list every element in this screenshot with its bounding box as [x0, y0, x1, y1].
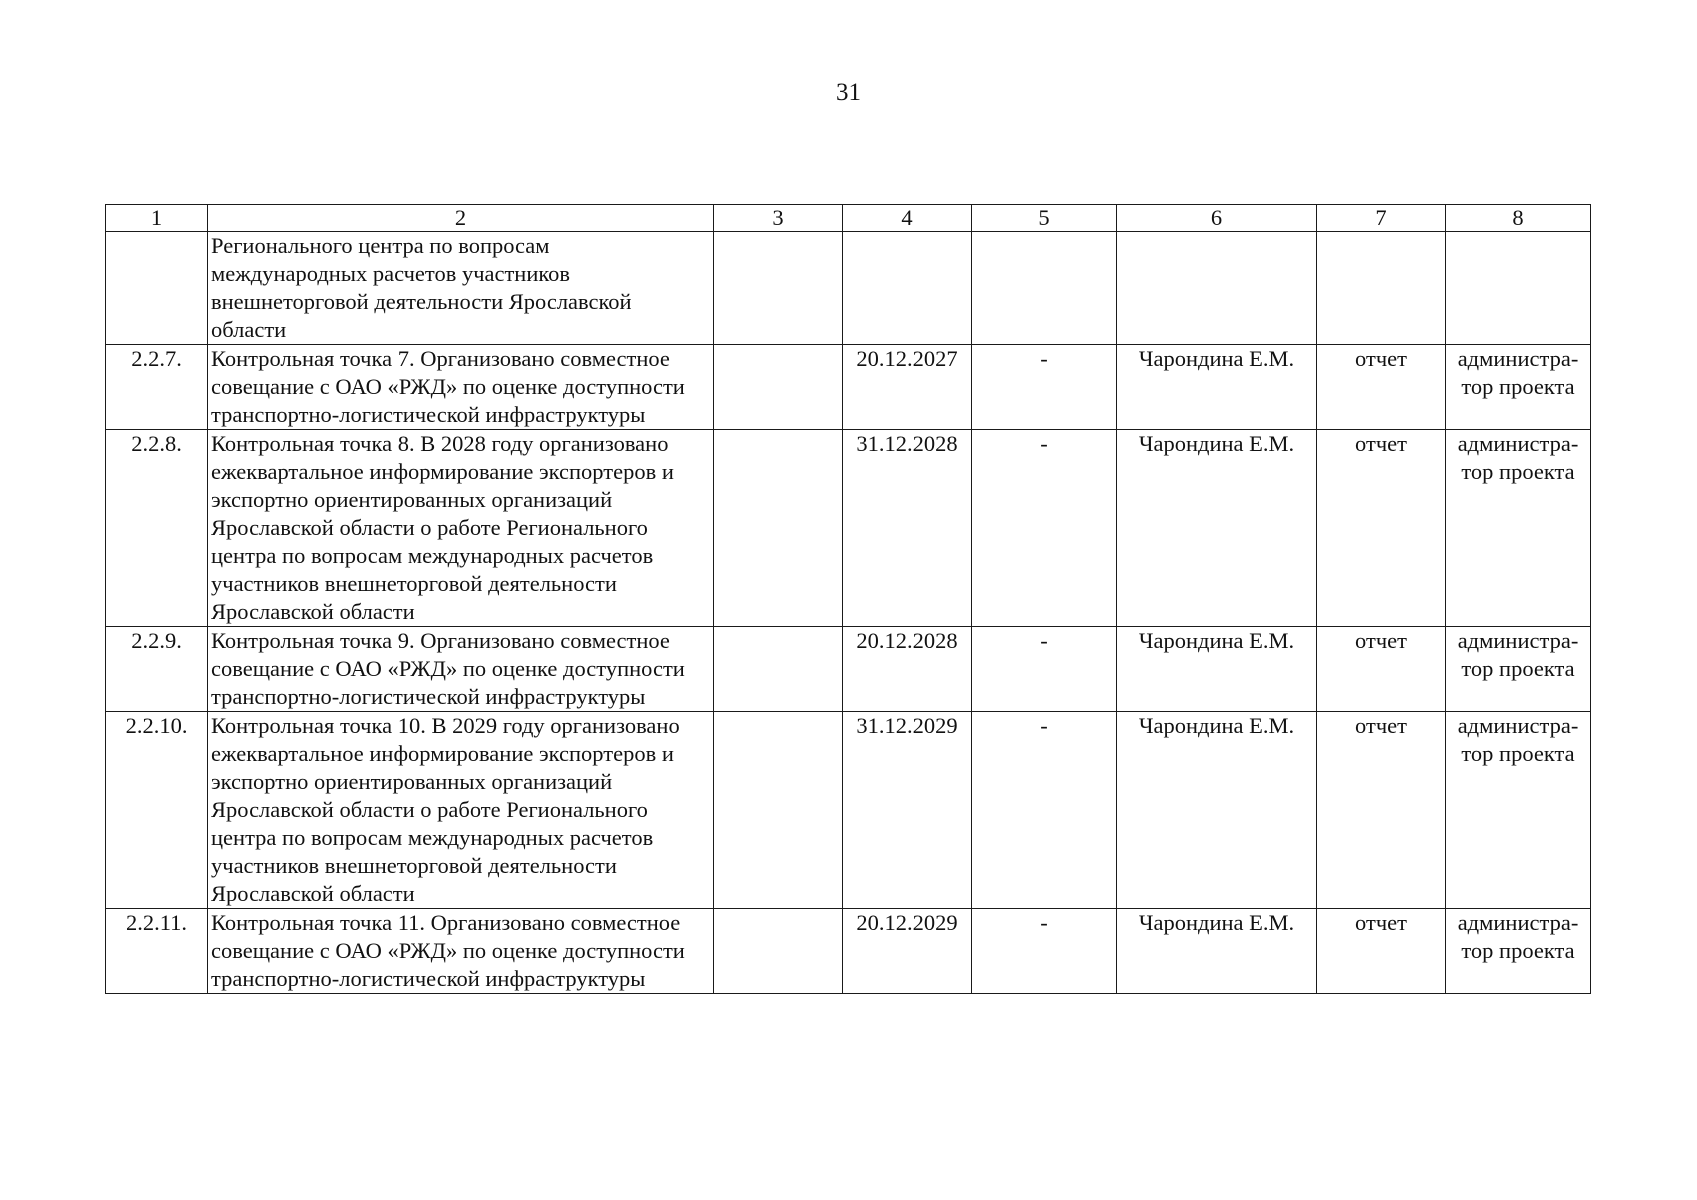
column-header: 6 [1117, 205, 1317, 232]
item-number-cell: 2.2.10. [106, 712, 208, 909]
table-row [106, 627, 1591, 712]
responsible-person-cell: Чарондина Е.М. [1117, 909, 1317, 994]
item-description-cell: Контрольная точка 7. Организовано совместное совещание с ОАО «РЖД» по оценке доступности транспортно-логистической инфраструктуры [208, 345, 714, 430]
column-header: 1 [106, 205, 208, 232]
item-number-cell: 2.2.9. [106, 627, 208, 712]
item-number-cell: 2.2.7. [106, 345, 208, 430]
column-header: 8 [1446, 205, 1591, 232]
item-description-cell: Контрольная точка 10. В 2029 году организовано ежеквартальное информирование экспортеров и экспортно ориентированных организаций Ярославской области о работе Регионального центра по вопросам международных расчетов участников внешнеторговой деятельности Ярославской области [208, 712, 714, 909]
table-row [106, 345, 1591, 430]
dash-cell: - [972, 627, 1117, 712]
role-cell: администра-тор проекта [1446, 712, 1591, 909]
dash-cell: - [972, 712, 1117, 909]
column-header: 3 [714, 205, 843, 232]
responsible-person-cell: Чарондина Е.М. [1117, 627, 1317, 712]
table-header-row [106, 205, 1591, 232]
item-number-cell: 2.2.8. [106, 430, 208, 627]
dash-cell [972, 232, 1117, 345]
checkpoint-table [105, 204, 1591, 994]
role-cell: администра-тор проекта [1446, 627, 1591, 712]
column-3-cell [714, 627, 843, 712]
dash-cell: - [972, 345, 1117, 430]
document-type-cell [1317, 232, 1446, 345]
document-type-cell: отчет [1317, 430, 1446, 627]
column-3-cell [714, 909, 843, 994]
responsible-person-cell [1117, 232, 1317, 345]
role-cell [1446, 232, 1591, 345]
table-row [106, 712, 1591, 909]
item-description-cell: Контрольная точка 8. В 2028 году организовано ежеквартальное информирование экспортеров и экспортно ориентированных организаций Ярославской области о работе Регионального центра по вопросам международных расчетов участников внешнеторговой деятельности Ярославской области [208, 430, 714, 627]
column-header: 2 [208, 205, 714, 232]
item-description-cell: Контрольная точка 11. Организовано совместное совещание с ОАО «РЖД» по оценке доступности транспортно-логистической инфраструктуры [208, 909, 714, 994]
table-row [106, 430, 1591, 627]
date-cell: 31.12.2029 [843, 712, 972, 909]
table-row [106, 909, 1591, 994]
column-3-cell [714, 430, 843, 627]
date-cell: 20.12.2027 [843, 345, 972, 430]
item-number-cell [106, 232, 208, 345]
dash-cell: - [972, 909, 1117, 994]
responsible-person-cell: Чарондина Е.М. [1117, 345, 1317, 430]
dash-cell: - [972, 430, 1117, 627]
document-type-cell: отчет [1317, 627, 1446, 712]
responsible-person-cell: Чарондина Е.М. [1117, 712, 1317, 909]
date-cell: 20.12.2028 [843, 627, 972, 712]
role-cell: администра-тор проекта [1446, 909, 1591, 994]
column-3-cell [714, 712, 843, 909]
column-header: 4 [843, 205, 972, 232]
role-cell: администра-тор проекта [1446, 430, 1591, 627]
column-header: 5 [972, 205, 1117, 232]
column-3-cell [714, 345, 843, 430]
table-row [106, 232, 1591, 345]
document-type-cell: отчет [1317, 909, 1446, 994]
responsible-person-cell: Чарондина Е.М. [1117, 430, 1317, 627]
document-type-cell: отчет [1317, 712, 1446, 909]
page-number: 31 [836, 79, 861, 106]
date-cell: 20.12.2029 [843, 909, 972, 994]
item-description-cell: Регионального центра по вопросам международных расчетов участников внешнеторговой деятельности Ярославской области [208, 232, 714, 345]
item-description-cell: Контрольная точка 9. Организовано совместное совещание с ОАО «РЖД» по оценке доступности транспортно-логистической инфраструктуры [208, 627, 714, 712]
column-header: 7 [1317, 205, 1446, 232]
item-number-cell: 2.2.11. [106, 909, 208, 994]
date-cell [843, 232, 972, 345]
document-type-cell: отчет [1317, 345, 1446, 430]
column-3-cell [714, 232, 843, 345]
role-cell: администра-тор проекта [1446, 345, 1591, 430]
date-cell: 31.12.2028 [843, 430, 972, 627]
